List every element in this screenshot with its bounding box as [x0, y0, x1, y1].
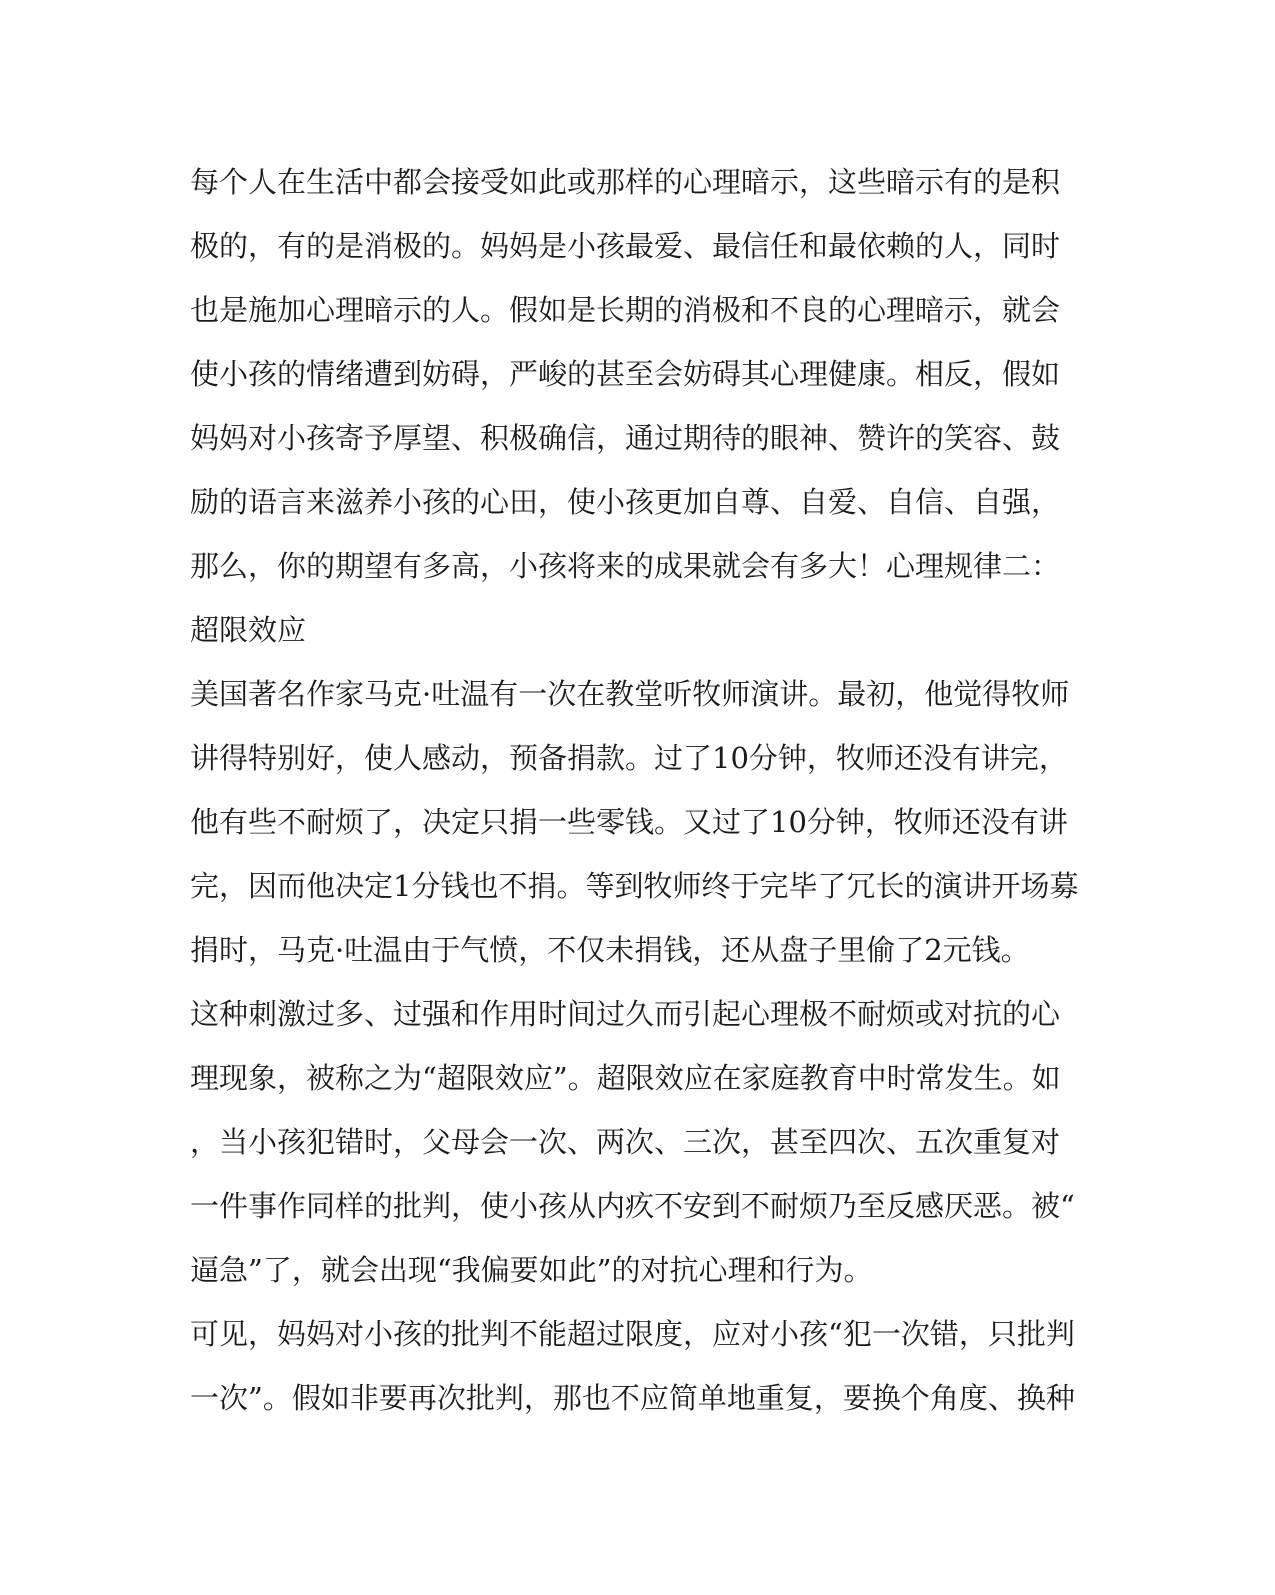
text-line: 每个人在生活中都会接受如此或那样的心理暗示，这些暗示有的是积: [190, 165, 1061, 199]
text-line: 励的语言来滋养小孩的心田，使小孩更加自尊、自爱、自信、自强，: [190, 485, 1061, 519]
text-line: 捐时，马克·吐温由于气愤，不仅未捐钱，还从盘子里偷了2元钱。: [190, 933, 1030, 967]
text-line: 妈妈对小孩寄予厚望、积极确信，通过期待的眼神、赞许的笑容、鼓: [190, 421, 1061, 455]
text-line: 这种刺激过多、过强和作用时间过久而引起心理极不耐烦或对抗的心: [190, 997, 1061, 1031]
text-line: 讲得特别好，使人感动，预备捐款。过了10分钟，牧师还没有讲完，: [190, 741, 1068, 775]
text-line: 一件事作同样的批判，使小孩从内疚不安到不耐烦乃至反感厌恶。被“: [190, 1189, 1075, 1223]
text-line: 他有些不耐烦了，决定只捐一些零钱。又过了10分钟，牧师还没有讲: [190, 805, 1068, 839]
text-line: 完，因而他决定1分钱也不捐。等到牧师终于完毕了冗长的演讲开场募: [190, 869, 1079, 903]
text-line: ，当小孩犯错时，父母会一次、两次、三次，甚至四次、五次重复对: [190, 1125, 1061, 1159]
text-line: 理现象，被称之为“超限效应”。超限效应在家庭教育中时常发生。如: [190, 1061, 1061, 1095]
text-line: 可见，妈妈对小孩的批判不能超过限度，应对小孩“犯一次错，只批判: [190, 1317, 1075, 1351]
text-line: 使小孩的情绪遭到妨碍，严峻的甚至会妨碍其心理健康。相反，假如: [190, 357, 1061, 391]
text-line: 也是施加心理暗示的人。假如是长期的消极和不良的心理暗示，就会: [190, 293, 1061, 327]
text-line: 美国著名作家马克·吐温有一次在教堂听牧师演讲。最初，他觉得牧师: [190, 677, 1070, 711]
text-line: 逼急”了，就会出现“我偏要如此”的对抗心理和行为。: [190, 1253, 873, 1287]
text-line: 那么，你的期望有多高，小孩将来的成果就会有多大！心理规律二：: [190, 549, 1061, 583]
text-line: 极的，有的是消极的。妈妈是小孩最爱、最信任和最依赖的人，同时: [190, 229, 1061, 263]
document-body: [190, 150, 1079, 1430]
text-line: 一次”。假如非要再次批判，那也不应简单地重复，要换个角度、换种: [190, 1381, 1075, 1415]
section-heading: 超限效应: [190, 613, 307, 647]
